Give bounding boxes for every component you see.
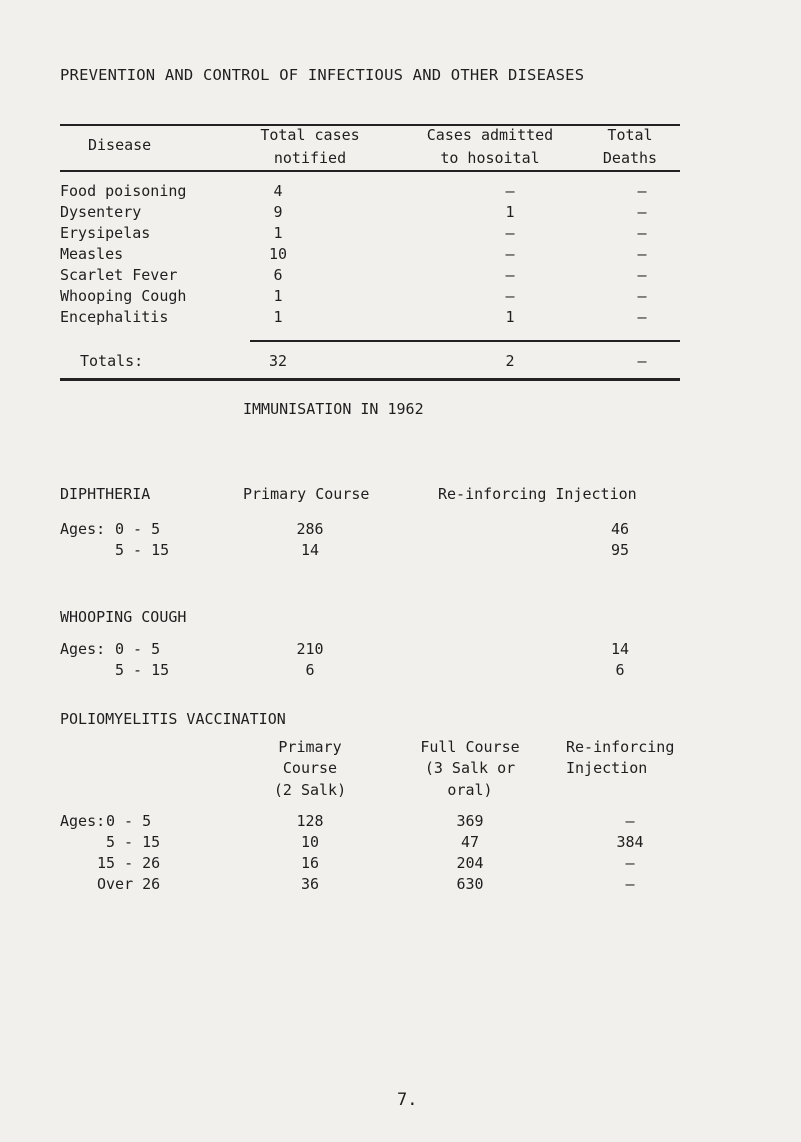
age-range: 5 - 15 [115, 541, 170, 559]
notified-value: 1 [273, 308, 283, 326]
polio-col-reinforcing-1: Re-inforcing [566, 738, 675, 756]
reinforcing-value: 14 [610, 640, 630, 658]
page-title: PREVENTION AND CONTROL OF INFECTIOUS AND OTHER DISEASES [60, 66, 585, 84]
admitted-value: 1 [505, 308, 515, 326]
deaths-value: – [637, 266, 647, 284]
reinforcing-value: 6 [615, 661, 625, 679]
polio-ages-label [60, 812, 105, 830]
notified-value: 1 [273, 224, 283, 242]
deaths-value: – [637, 308, 647, 326]
admitted-value: – [505, 245, 515, 263]
notified-value: 9 [273, 203, 283, 221]
polio-full-value: 369 [456, 812, 484, 830]
reinforcing-value: 46 [610, 520, 630, 538]
ages-colon: : [96, 812, 106, 830]
header-disease: Disease [88, 136, 152, 154]
age-range: Over 26 [97, 875, 161, 893]
polio-full-value: 47 [460, 833, 480, 851]
deaths-value: – [637, 287, 647, 305]
admitted-value: – [505, 224, 515, 242]
header-deaths-2: Deaths [602, 149, 658, 167]
header-notified-1: Total cases [260, 126, 360, 144]
polio-reinforcing-value: – [625, 854, 635, 872]
totals-admitted: 2 [505, 352, 515, 370]
totals-notified: 32 [268, 352, 288, 370]
polio-reinforcing-value: – [625, 875, 635, 893]
age-range: 0 - 5 [106, 812, 152, 830]
deaths-value: – [637, 245, 647, 263]
reinforcing-value: 95 [610, 541, 630, 559]
admitted-value: – [505, 182, 515, 200]
header-notified-2: notified [273, 149, 347, 167]
disease-name: Scarlet Fever [60, 266, 178, 284]
admitted-value: 1 [505, 203, 515, 221]
polio-primary-value: 16 [300, 854, 320, 872]
deaths-value: – [637, 224, 647, 242]
primary-value: 14 [300, 541, 320, 559]
disease-name: Food poisoning [60, 182, 187, 200]
table-header-rule [60, 170, 680, 172]
polio-primary-value: 128 [296, 812, 324, 830]
page-number: 7. [397, 1090, 418, 1110]
age-range: 15 - 26 [97, 854, 161, 872]
notified-value: 1 [273, 287, 283, 305]
col-primary-course: Primary Course [243, 485, 370, 503]
whooping-ages-label [60, 640, 105, 658]
deaths-value: – [637, 182, 647, 200]
immunisation-title: IMMUNISATION IN 1962 [243, 400, 424, 418]
polio-col-primary-2: Course [282, 759, 338, 777]
polio-primary-value: 36 [300, 875, 320, 893]
polio-col-primary-1: Primary [278, 738, 342, 756]
disease-name: Measles [60, 245, 124, 263]
diphtheria-ages-label [60, 520, 105, 538]
admitted-value: – [505, 266, 515, 284]
disease-name: Whooping Cough [60, 287, 187, 305]
primary-value: 6 [305, 661, 315, 679]
deaths-value: – [637, 203, 647, 221]
polio-full-value: 204 [456, 854, 484, 872]
polio-reinforcing-value: 384 [616, 833, 644, 851]
disease-name: Erysipelas [60, 224, 151, 242]
col-reinforcing-injection: Re-inforcing Injection [438, 485, 637, 503]
polio-col-primary-3: (2 Salk) [273, 781, 347, 799]
ages-colon: : [96, 520, 106, 538]
header-admitted-1: Cases admitted [426, 126, 554, 144]
age-range: 5 - 15 [115, 661, 170, 679]
ages-text: Ages [60, 640, 97, 658]
totals-deaths: – [637, 352, 647, 370]
totals-rule [250, 340, 680, 342]
polio-reinforcing-value: – [625, 812, 635, 830]
ages-colon: : [96, 640, 106, 658]
ages-text: Ages [60, 520, 97, 538]
polio-primary-value: 10 [300, 833, 320, 851]
polio-col-full-2: (3 Salk or [424, 759, 516, 777]
primary-value: 286 [296, 520, 324, 538]
primary-value: 210 [296, 640, 324, 658]
ages-text: Ages [60, 812, 97, 830]
whooping-cough-label: WHOOPING COUGH [60, 608, 187, 626]
notified-value: 10 [268, 245, 288, 263]
header-deaths-1: Total [607, 126, 653, 144]
age-range: 0 - 5 [115, 520, 161, 538]
age-range: 5 - 15 [106, 833, 161, 851]
polio-full-value: 630 [456, 875, 484, 893]
polio-title: POLIOMYELITIS VACCINATION [60, 710, 286, 728]
polio-col-reinforcing-2: Injection [566, 759, 648, 777]
admitted-value: – [505, 287, 515, 305]
polio-col-full-3: oral) [447, 781, 493, 799]
notified-value: 4 [273, 182, 283, 200]
diphtheria-label: DIPHTHERIA [60, 485, 151, 503]
disease-name: Encephalitis [60, 308, 169, 326]
age-range: 0 - 5 [115, 640, 161, 658]
header-admitted-2: to hosoital [440, 149, 540, 167]
disease-name: Dysentery [60, 203, 142, 221]
totals-label: Totals: [80, 352, 144, 370]
polio-col-full-1: Full Course [420, 738, 520, 756]
notified-value: 6 [273, 266, 283, 284]
table-bottom-rule [60, 378, 680, 381]
